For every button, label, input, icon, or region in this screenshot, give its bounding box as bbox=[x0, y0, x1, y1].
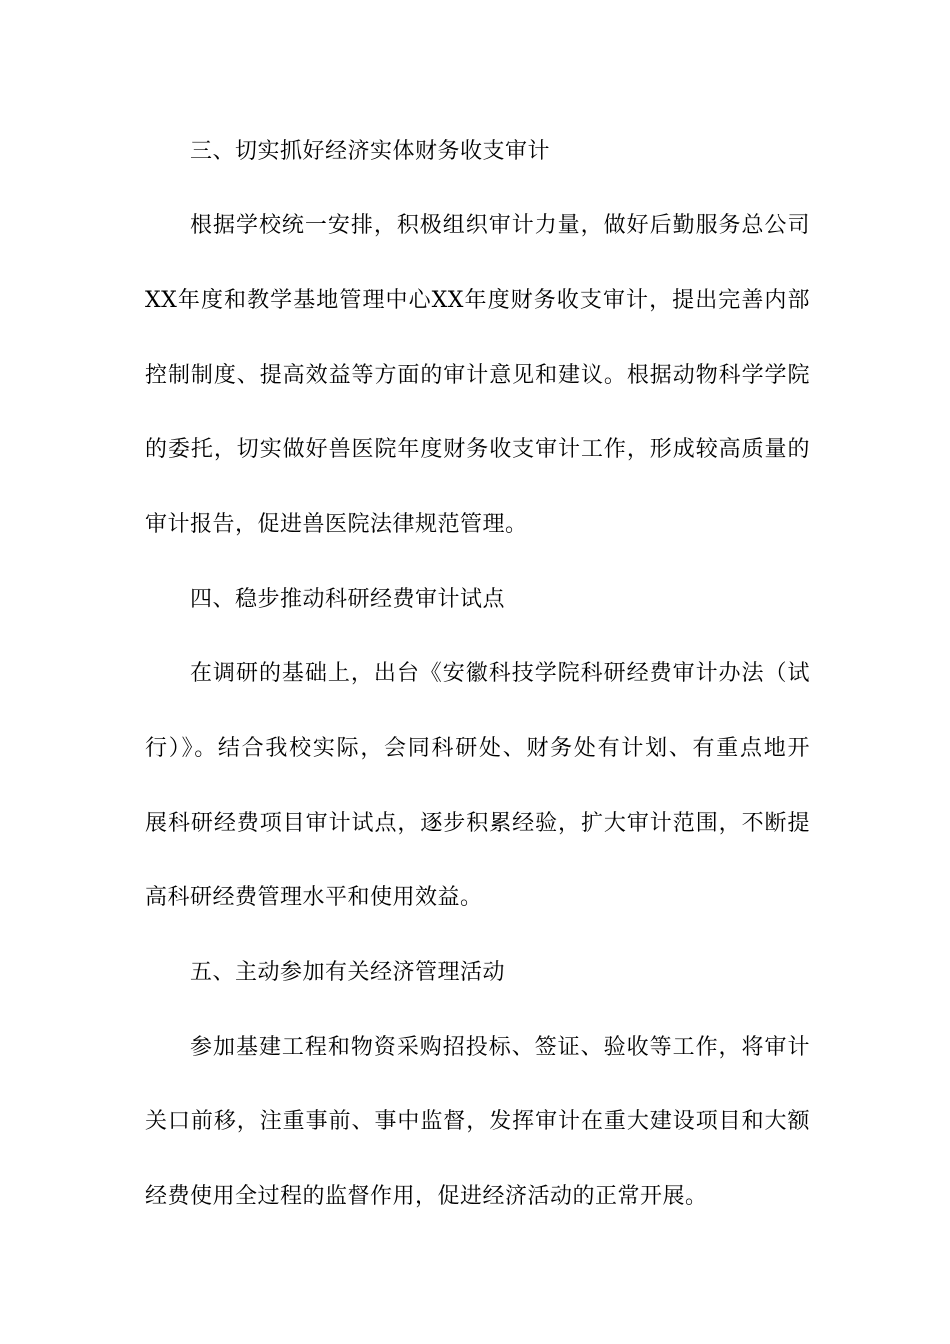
paragraph-line: 在调研的基础上，出台《安徽科技学院科研经费审计办法（试 bbox=[190, 661, 810, 686]
section-heading-4: 四、稳步推动科研经费审计试点 bbox=[190, 587, 506, 612]
paragraph-line: 高科研经费管理水平和使用效益。 bbox=[145, 885, 483, 910]
section-heading-3: 三、切实抓好经济实体财务收支审计 bbox=[190, 139, 551, 164]
paragraph-line: XX年度和教学基地管理中心XX年度财务收支审计，提出完善内部 bbox=[145, 288, 810, 313]
paragraph-line: 展科研经费项目审计试点，逐步积累经验，扩大审计范围，不断提 bbox=[145, 811, 810, 836]
paragraph-line: 控制制度、提高效益等方面的审计意见和建议。根据动物科学学院 bbox=[145, 363, 810, 388]
paragraph-line: 审计报告，促进兽医院法律规范管理。 bbox=[145, 512, 528, 537]
paragraph-line: 参加基建工程和物资采购招投标、签证、验收等工作，将审计 bbox=[190, 1035, 810, 1060]
paragraph-line: 行）》。结合我校实际，会同科研处、财务处有计划、有重点地开 bbox=[145, 736, 810, 761]
paragraph-line: 的委托，切实做好兽医院年度财务收支审计工作，形成较高质量的 bbox=[145, 437, 810, 462]
paragraph-line: 关口前移，注重事前、事中监督，发挥审计在重大建设项目和大额 bbox=[145, 1109, 810, 1134]
section-heading-5: 五、主动参加有关经济管理活动 bbox=[190, 960, 506, 985]
paragraph-line: 根据学校统一安排，积极组织审计力量，做好后勤服务总公司 bbox=[190, 213, 810, 238]
paragraph-line: 经费使用全过程的监督作用，促进经济活动的正常开展。 bbox=[145, 1184, 708, 1209]
